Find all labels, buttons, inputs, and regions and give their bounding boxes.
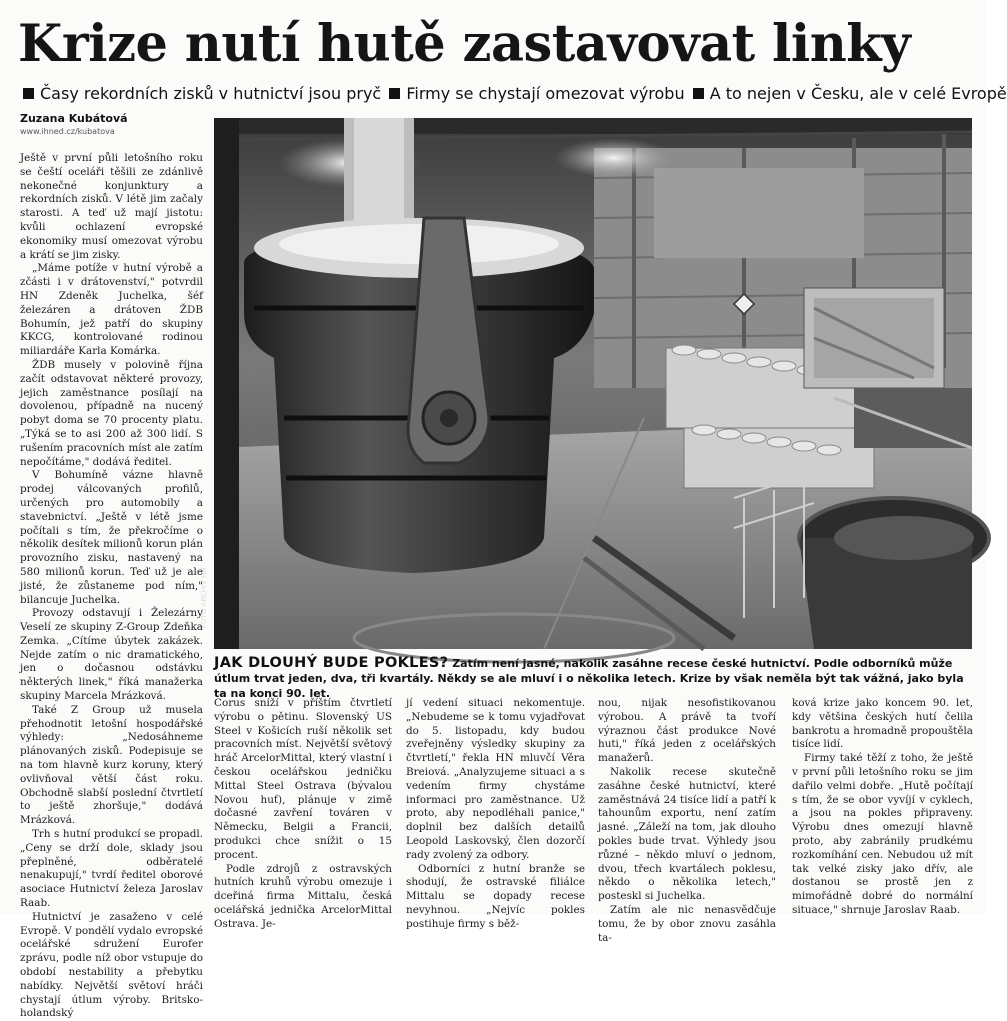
article-column-1 [20, 152, 203, 1021]
paragraph: Podle zdrojů z ostravských hutních kruhů výrobu omezuje i dceřiná firma Mittalu, česká ocelářská jednička ArcelorMittal Ostrava. Je- [214, 862, 392, 930]
photo-credit: FOTO ARCHIV HN [200, 567, 208, 628]
caption-text: Zatím není jasné, nakolik zasáhne recese české hutnictví. Podle odborníků může útlum trvat jeden, dva, tři kvartály. Někdy se ale mluví i o několika letech. Krize by však neměla být tak vážná, jako byla ta na konci 90. let. [214, 657, 964, 700]
author-name: Zuzana Kubátová [20, 112, 128, 125]
article-column-3 [406, 697, 585, 932]
article-column-4 [598, 697, 776, 945]
bullet-square-icon [693, 88, 704, 99]
paragraph: Zatím ale nic nenasvědčuje tomu, že by obor znovu zasáhla ta- [598, 903, 776, 944]
photo-caption [214, 656, 974, 701]
paragraph: „Máme potíže v hutní výrobě a zčásti i v drátovenství," potvrdil HN Zdeněk Juchelka, šéf železáren a drátoven ŽDB Bohumín, jež patří do skupiny KKCG, kontrolované rodinou miliardáře Karla Komárka. [20, 262, 203, 358]
paragraph: jí vedení situaci nekomentuje. „Nebudeme se k tomu vyjadřovat do 5. listopadu, kdy budou zveřejněny výsledky skupiny za čtvrtletí," řekla HN mluvčí Věra Breiová. „Analyzujeme situaci a s vedením firmy chystáme informaci pro zaměstnance. Už proto, aby nepodléhali panice," doplnil bez dalších detailů Leopold Laskovský, člen dozorčí rady zvolený za odbory. [406, 697, 585, 861]
paragraph: Provozy odstavují i Železárny Veselí ze skupiny Z-Group Zdeňka Zemka. „Cítíme úbytek zakázek. Nejde zatím o nic dramatického, jen o dočasnou odstávku některých linek," říká manažerka skupiny Marcela Mrázková. [20, 607, 203, 703]
steelworks-photo [214, 118, 972, 649]
bullet-square-icon [23, 88, 34, 99]
paragraph: Firmy také těží z toho, že ještě v první půli letošního roku se jim dařilo velmi dobře. „Hutě počítají s tím, že se obor vyvíjí v cyklech, a jsou na pokles připraveny. Výrobu dnes omezují hlavně proto, aby zabránily prudkému rozkomíhání cen. Nebudou už mít tak velké zisky jako dřív, ale dostanou se prostě jen z mimořádně dobré do normální situace," shrnuje Jaroslav Raab. [792, 752, 973, 916]
subhead-3: A to nejen v Česku, ale v celé Evropě [709, 84, 1007, 103]
author-url: www.ihned.cz/kubatova [20, 127, 115, 136]
paragraph: nou, nijak nesofistikovanou výrobou. A právě ta tvoří výraznou část produkce Nové huti," říká jeden z ocelářských manažerů. [598, 697, 776, 765]
paragraph: Hutnictví je zasaženo v celé Evropě. V pondělí vydalo evropské ocelářské sdružení Eurofer zprávu, podle níž obor vstupuje do období nestability a přebytku nabídky. Největší světoví hráči chystají útlum výroby. Britsko-holandský [20, 910, 203, 1020]
paragraph: Corus sníží v příštím čtvrtletí výrobu o pětinu. Slovenský US Steel v Košicích ruší několik set pracovních míst. Největší světový hráč ArcelorMittal, který vlastní i českou ocelářskou jedničku Mittal Steel Ostrava (bývalou Novou huť), plánuje v zimě dočasné zavření továren v Německu, Belgii a Francii, produkci chce snížit o 15 procent. [214, 697, 392, 861]
paragraph: ŽDB musely v polovině října začít odstavovat některé provozy, jejich zaměstnance posílají na dovolenou, případně na nucený pobyt doma se 70 procenty platu. „Týká se to asi 200 až 300 lidí. S rušením pracovních míst ale zatím nepočítáme," dodává ředitel. [20, 358, 203, 468]
paragraph: Trh s hutní produkcí se propadl. „Ceny se drží dole, sklady jsou přeplněné, odběratelé nenakupují," tvrdí ředitel oborové asociace Hutnictví železa Jaroslav Raab. [20, 828, 203, 910]
paragraph: Odborníci z hutní branže se shodují, že ostravské filiálce Mittalu se dopady recese nevyhnou. „Nejvíc pokles postihuje firmy s běž- [406, 862, 585, 930]
subhead-2: Firmy se chystají omezovat výrobu [406, 84, 685, 103]
paragraph: ková krize jako koncem 90. let, kdy většina českých hutí čelila bankrotu a hromadně propouštěla tisíce lidí. [792, 697, 973, 751]
bullet-square-icon [389, 88, 400, 99]
paragraph: Nakolik recese skutečně zasáhne české hutnictví, které zaměstnává 24 tisíce lidí a patří k tahounům exportu, není zatím jasné. „Záleží na tom, jak dlouho pokles bude trvat. Výhledy jsou různé – někdo mluví o jednom, dvou, třech kvartálech poklesu, někdo o několika letech," posteskl si Juchelka. [598, 765, 776, 903]
paragraph: V Bohumíně vázne hlavně prodej válcovaných profilů, určených pro automobily a stavebnictví. „Ještě v létě jsme počítali s tím, že překročíme o několik desítek milionů korun plán provozního zisku, nastavený na 580 milionů korun. Teď už je ale jisté, že zůstaneme pod ním," bilancuje Juchelka. [20, 469, 203, 606]
paragraph: Také Z Group už musela přehodnotit letošní hospodářské výhledy: „Nedosáhneme plánovaných zisků. Podepisuje se na tom hlavně kurz koruny, který ovlivňoval větší část roku. Obchodně slabší poslední čtvrtletí to ještě zhoršuje," dodává Mrázková. [20, 703, 203, 827]
caption-head: JAK DLOUHÝ BUDE POKLES? [214, 655, 449, 671]
headline: Krize nutí hutě zastavovat linky [18, 14, 911, 74]
bleed-through-text [300, 0, 900, 12]
article-column-5 [792, 697, 973, 918]
paragraph: Ještě v první půli letošního roku se čeští oceláři těšili ze zdánlivě nekonečné konjunktury a rekordních zisků. V létě jim začaly starosti. A teď už mají jistotu: kvůli ochlazení evropské ekonomiky musí omezovat výrobu a krátí se jim zisky. [20, 152, 203, 261]
subhead-1: Časy rekordních zisků v hutnictví jsou pryč [40, 84, 382, 103]
subheads [20, 84, 1007, 103]
article-column-2 [214, 697, 392, 932]
